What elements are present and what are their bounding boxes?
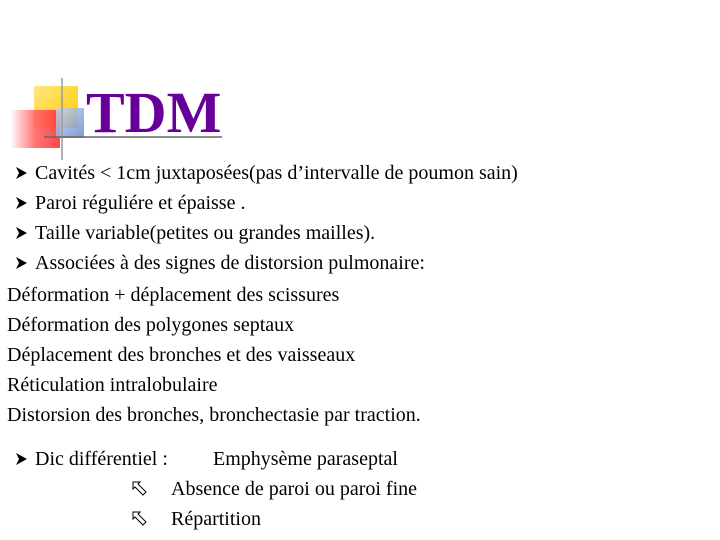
arrowhead-bullet-icon — [16, 167, 27, 179]
logo-blue-square — [56, 108, 84, 138]
differential-label: Dic différentiel : — [35, 448, 168, 470]
logo-red-square — [10, 110, 60, 148]
arrowhead-bullet-icon — [16, 227, 27, 239]
bullet-text: Cavités < 1cm juxtaposées(pas d’intervalle de poumon sain) — [35, 162, 518, 184]
sub-item-text: Répartition — [171, 508, 261, 530]
detail-line: Distorsion des bronches, bronchectasie par traction. — [7, 404, 421, 426]
arrowhead-bullet-icon — [16, 453, 27, 465]
detail-line: Déformation des polygones septaux — [7, 314, 295, 336]
slide-title: TDM — [86, 80, 222, 145]
bullet-text: Taille variable(petites ou grandes mailles). — [35, 222, 376, 244]
outlined-arrow-icon — [131, 480, 149, 498]
bullet-text: Paroi réguliére et épaisse . — [35, 192, 246, 214]
outlined-arrow-icon — [131, 510, 149, 528]
arrowhead-bullet-icon — [16, 197, 27, 209]
detail-line: Déplacement des bronches et des vaisseaux — [7, 344, 356, 366]
arrowhead-bullet-icon — [16, 257, 27, 269]
bullet-text: Associées à des signes de distorsion pulmonaire: — [35, 252, 425, 274]
detail-line: Réticulation intralobulaire — [7, 374, 218, 396]
detail-line: Déformation + déplacement des scissures — [7, 284, 340, 306]
differential-value: Emphysème paraseptal — [213, 448, 398, 470]
sub-item-text: Absence de paroi ou paroi fine — [171, 478, 418, 500]
